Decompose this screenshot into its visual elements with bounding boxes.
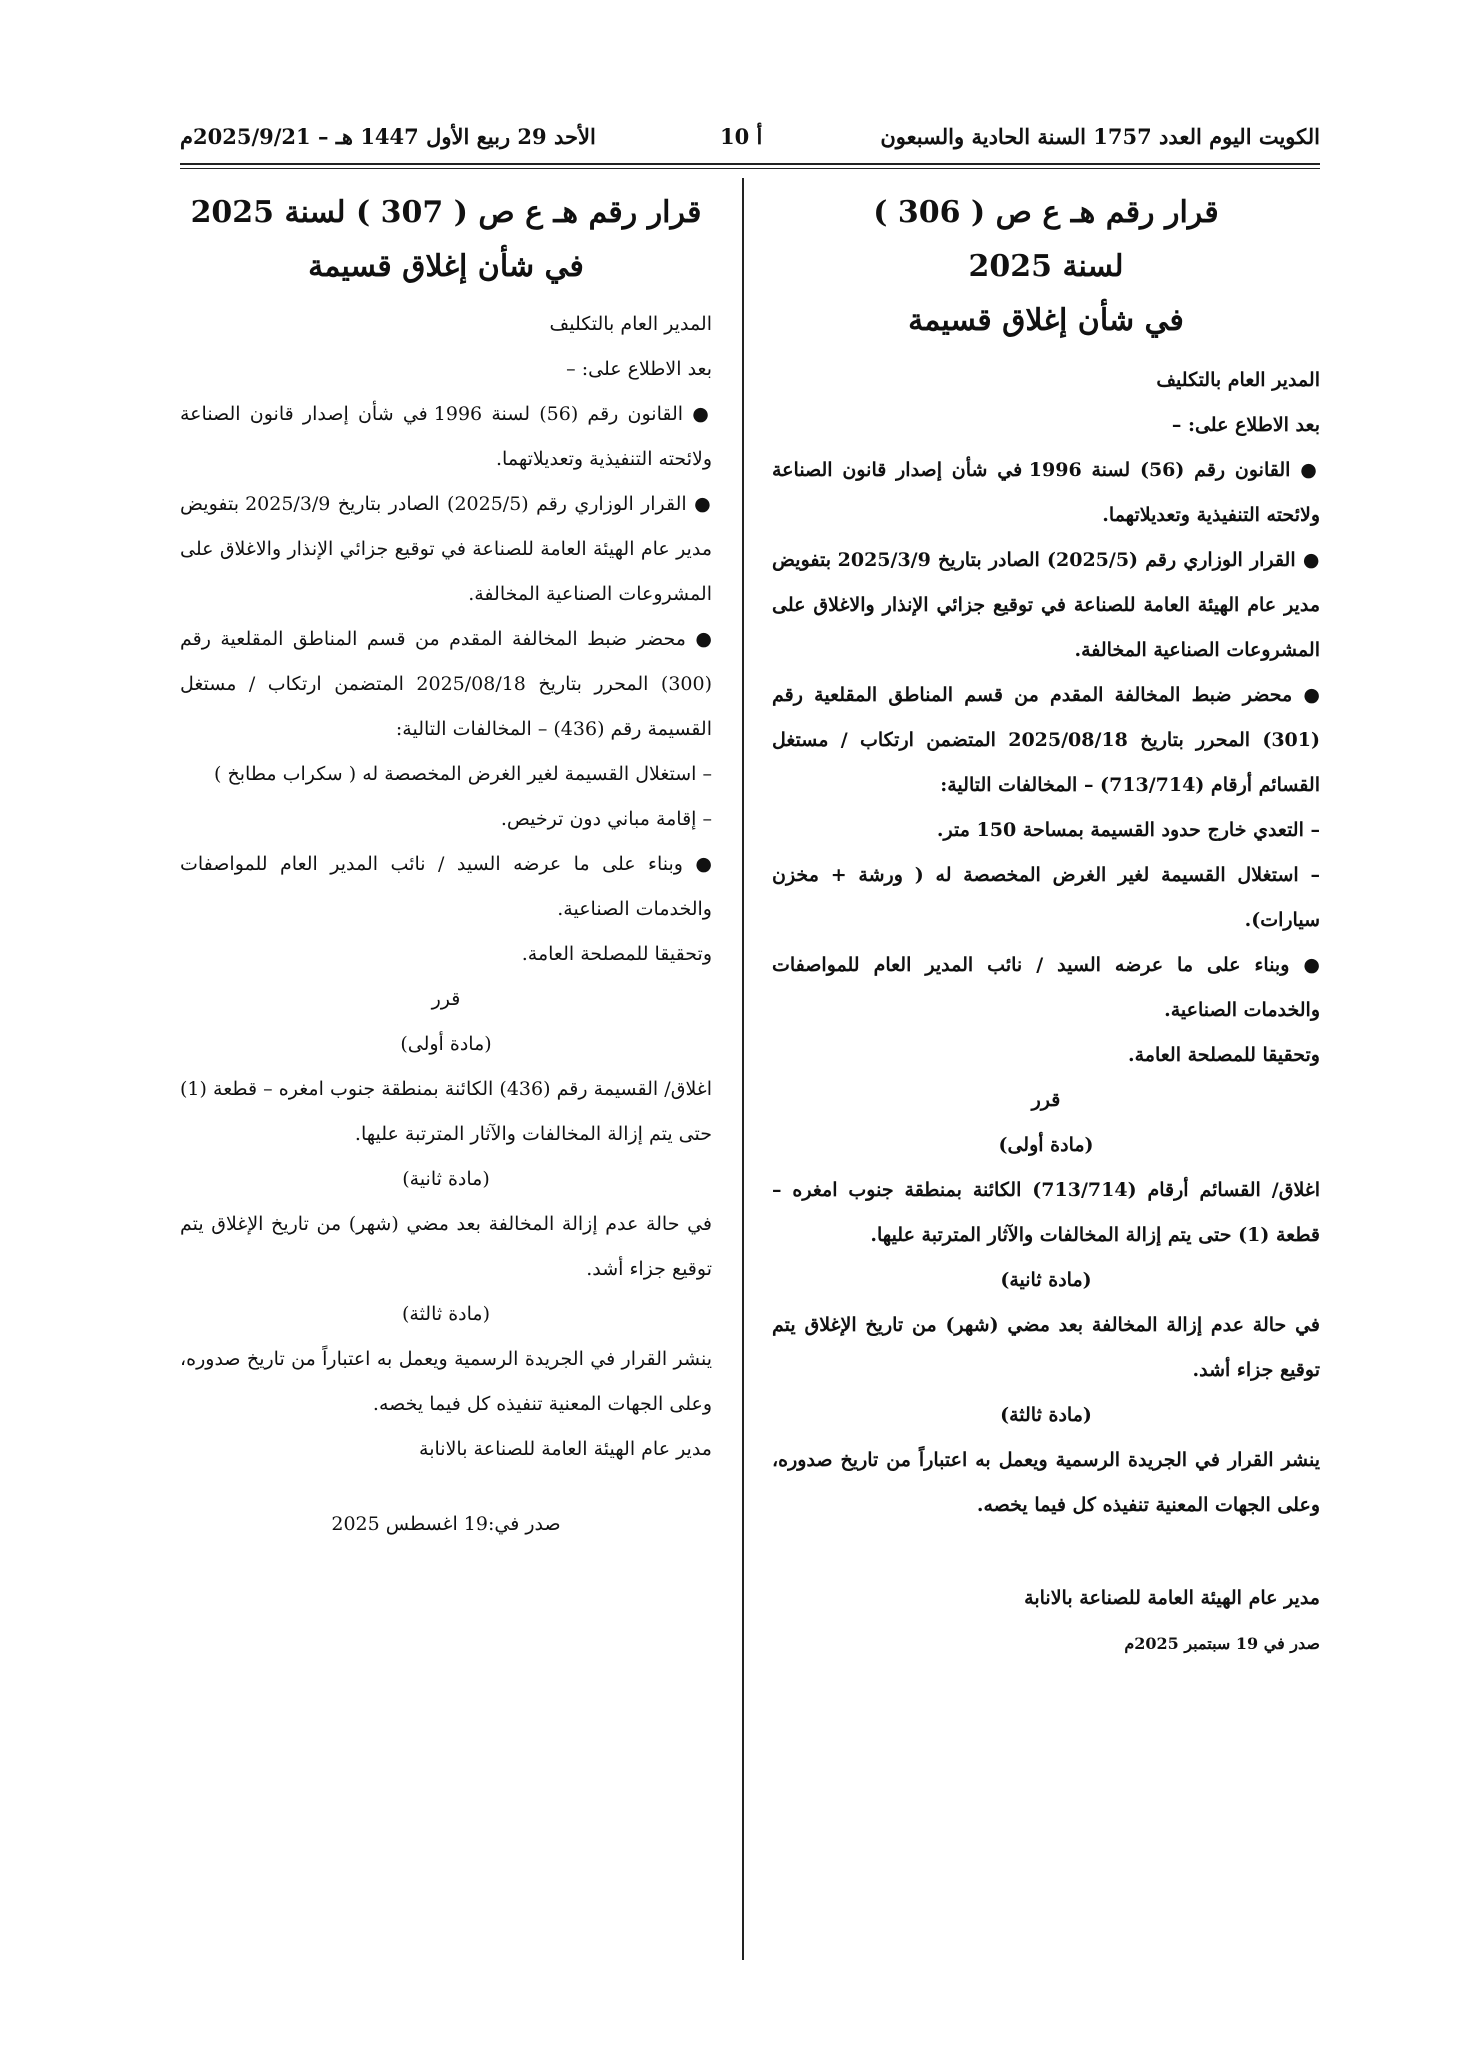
violation-item: – استغلال القسيمة لغير الغرض المخصصة له ( ورشة + مخزن سيارات). bbox=[772, 864, 1320, 931]
public-interest-line: وتحقيقا للمصلحة العامة. bbox=[1128, 1044, 1320, 1066]
decision-307-title: قرار رقم هـ ع ص ( 307 ) لسنة 2025 bbox=[190, 195, 702, 230]
header-rule-thin bbox=[180, 168, 1320, 169]
violation-item: – إقامة مباني دون ترخيص. bbox=[500, 808, 712, 830]
signature: مدير عام الهيئة العامة للصناعة بالانابة bbox=[419, 1438, 712, 1460]
article-1-heading: (مادة أولى) bbox=[998, 1134, 1094, 1156]
violation-report: ● محضر ضبط المخالفة المقدم من قسم المناطق المقلعية رقم (300) المحرر بتاريخ 2025/08/18 المتضمن ارتكاب / مستغل القسيمة رقم (436) – المخالفات التالية: bbox=[180, 628, 712, 740]
article-3-heading: (مادة ثالثة) bbox=[1000, 1404, 1092, 1426]
article-3-text: ينشر القرار في الجريدة الرسمية ويعمل به اعتباراً من تاريخ صدوره، وعلى الجهات المعنية تنفيذه كل فيما يخصه. bbox=[772, 1449, 1320, 1516]
decided-heading: قرر bbox=[431, 988, 461, 1010]
issue-date-line: صدر في:19 اغسطس 2025 bbox=[331, 1513, 561, 1535]
violation-item: – استغلال القسيمة لغير الغرض المخصصة له ( سكراب مطابخ ) bbox=[214, 763, 712, 785]
decision-306-year: لسنة 2025 bbox=[968, 249, 1124, 284]
decision-306-subject: في شأن إغلاق قسيمة bbox=[908, 303, 1184, 338]
decided-heading: قرر bbox=[1031, 1089, 1061, 1111]
decision-306-title: قرار رقم هـ ع ص ( 306 ) bbox=[873, 195, 1219, 230]
director-line: المدير العام بالتكليف bbox=[549, 313, 712, 335]
page-header bbox=[180, 120, 1320, 160]
article-2-text: في حالة عدم إزالة المخالفة بعد مضي (شهر) من تاريخ الإغلاق يتم توقيع جزاء أشد. bbox=[180, 1213, 712, 1280]
after-review-line: بعد الاطلاع على: – bbox=[1171, 414, 1320, 436]
law-reference: ● القانون رقم (56) لسنة 1996 في شأن إصدار قانون الصناعة ولائحته التنفيذية وتعديلاتهما. bbox=[772, 459, 1320, 526]
article-3-heading: (مادة ثالثة) bbox=[401, 1303, 491, 1325]
signature: مدير عام الهيئة العامة للصناعة بالانابة bbox=[1024, 1587, 1320, 1609]
law-reference: ● القانون رقم (56) لسنة 1996 في شأن إصدار قانون الصناعة ولائحته التنفيذية وتعديلاتهما. bbox=[180, 403, 712, 470]
violation-report: ● محضر ضبط المخالفة المقدم من قسم المناطق المقلعية رقم (301) المحرر بتاريخ 2025/08/18 المتضمن ارتكاب / مستغل القسائم أرقام (713/714) – المخالفات التالية: bbox=[772, 684, 1320, 796]
issue-date-line: صدر في 19 سبتمبر 2025م bbox=[1124, 1634, 1320, 1653]
header-rule-thick bbox=[180, 163, 1320, 165]
article-3-text: ينشر القرار في الجريدة الرسمية ويعمل به اعتباراً من تاريخ صدوره، وعلى الجهات المعنية تنفيذه كل فيما يخصه. bbox=[180, 1348, 712, 1415]
article-2-text: في حالة عدم إزالة المخالفة بعد مضي (شهر) من تاريخ الإغلاق يتم توقيع جزاء أشد. bbox=[772, 1314, 1320, 1381]
deputy-submission: ● وبناء على ما عرضه السيد / نائب المدير العام للمواصفات والخدمات الصناعية. bbox=[180, 853, 712, 920]
article-1-heading: (مادة أولى) bbox=[400, 1033, 492, 1055]
article-1-text: اغلاق/ القسيمة رقم (436) الكائنة بمنطقة جنوب امغره – قطعة (1) حتى يتم إزالة المخالفات والآثار المترتبة عليها. bbox=[180, 1078, 712, 1145]
decision-307-column bbox=[180, 186, 712, 1547]
column-divider bbox=[742, 178, 744, 1960]
article-1-text: اغلاق/ القسائم أرقام (713/714) الكائنة بمنطقة جنوب امغره – قطعة (1) حتى يتم إزالة المخالفات والآثار المترتبة عليها. bbox=[772, 1179, 1320, 1246]
decision-307-subject: في شأن إغلاق قسيمة bbox=[308, 249, 584, 284]
article-2-heading: (مادة ثانية) bbox=[402, 1168, 490, 1190]
page-number: أ 10 bbox=[720, 124, 763, 149]
ministerial-decision-reference: ● القرار الوزاري رقم (2025/5) الصادر بتاريخ 2025/3/9 بتفويض مدير عام الهيئة العامة للصناعة في توقيع جزائي الإنذار والاغلاق على المشروعات الصناعية المخالفة. bbox=[772, 549, 1320, 661]
after-review-line: بعد الاطلاع على: – bbox=[566, 358, 712, 380]
issue-date: الأحد 29 ربيع الأول 1447 هـ – 2025/9/21م bbox=[180, 124, 596, 149]
gazette-issue: الكويت اليوم العدد 1757 السنة الحادية والسبعون bbox=[880, 124, 1320, 149]
deputy-submission: ● وبناء على ما عرضه السيد / نائب المدير العام للمواصفات والخدمات الصناعية. bbox=[772, 954, 1320, 1021]
violation-item: – التعدي خارج حدود القسيمة بمساحة 150 متر. bbox=[936, 819, 1320, 841]
ministerial-decision-reference: ● القرار الوزاري رقم (2025/5) الصادر بتاريخ 2025/3/9 بتفويض مدير عام الهيئة العامة للصناعة في توقيع جزائي الإنذار والاغلاق على المشروعات الصناعية المخالفة. bbox=[180, 493, 712, 605]
director-line: المدير العام بالتكليف bbox=[1156, 369, 1320, 391]
decision-306-column bbox=[772, 186, 1320, 1666]
article-2-heading: (مادة ثانية) bbox=[1000, 1269, 1092, 1291]
public-interest-line: وتحقيقا للمصلحة العامة. bbox=[521, 943, 712, 965]
